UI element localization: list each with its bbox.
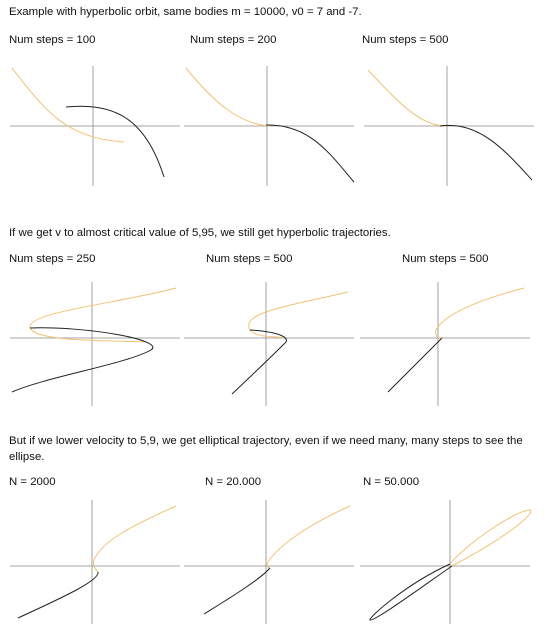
caption-critical-velocity: If we get v to almost critical value of 5,95, we still get hyperbolic trajectories. (9, 227, 391, 239)
label-steps-100: Num steps = 100 (9, 34, 96, 46)
orbit-plot-steps-200 (180, 62, 358, 190)
orbit-plot-steps-500 (360, 62, 538, 190)
orbit-body-b (440, 125, 532, 180)
label-n-2000: N = 2000 (9, 476, 56, 488)
label-steps-500-row2b: Num steps = 500 (402, 253, 489, 265)
label-steps-200: Num steps = 200 (190, 34, 277, 46)
label-n-20000: N = 20.000 (205, 476, 262, 488)
caption-hyperbolic-example: Example with hyperbolic orbit, same bodies m = 10000, v0 = 7 and -7. (9, 6, 362, 18)
orbit-body-b (12, 328, 153, 392)
orbit-body-b (388, 338, 442, 392)
label-steps-500-row1: Num steps = 500 (362, 34, 449, 46)
orbit-plot-steps-500-row2a (180, 282, 358, 410)
orbit-body-a (12, 68, 124, 142)
label-steps-500-row2a: Num steps = 500 (206, 253, 293, 265)
orbit-body-a (30, 288, 176, 342)
label-steps-250: Num steps = 250 (9, 253, 96, 265)
orbit-body-b (232, 330, 286, 394)
caption-elliptical: But if we lower velocity to 5,9, we get elliptical trajectory, even if we need many, many steps to see the ellipse. (9, 435, 523, 463)
orbit-plot-steps-100 (6, 62, 184, 190)
orbit-body-b (204, 568, 270, 614)
orbit-body-a (186, 68, 270, 126)
orbit-body-a (368, 70, 446, 126)
orbit-body-a (93, 506, 176, 572)
orbit-body-a (436, 288, 524, 339)
orbit-plot-n-2000 (6, 500, 184, 628)
orbit-body-b (370, 564, 452, 620)
orbit-body-b (18, 572, 98, 618)
orbit-body-a (267, 506, 350, 568)
orbit-body-a (450, 510, 531, 566)
orbit-plot-n-50000 (356, 500, 534, 628)
orbit-plot-n-20000 (180, 500, 358, 628)
orbit-body-b (266, 125, 354, 182)
orbit-plot-steps-250 (6, 282, 184, 410)
label-n-50000: N = 50.000 (363, 476, 420, 488)
orbit-plot-steps-500-row2b (356, 282, 534, 410)
